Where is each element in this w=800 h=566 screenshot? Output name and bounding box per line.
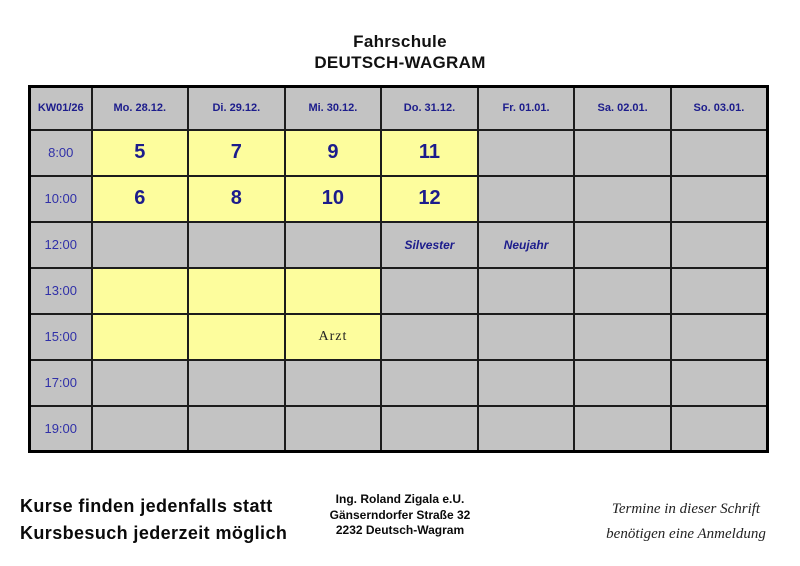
schedule-cell bbox=[381, 314, 478, 360]
schedule-cell bbox=[574, 406, 671, 452]
time-label: 12:00 bbox=[30, 222, 92, 268]
schedule-cell bbox=[671, 176, 768, 222]
time-label: 17:00 bbox=[30, 360, 92, 406]
schedule-cell bbox=[574, 222, 671, 268]
day-header-1: Di. 29.12. bbox=[188, 87, 285, 130]
schedule-cell bbox=[574, 176, 671, 222]
day-header-3: Do. 31.12. bbox=[381, 87, 478, 130]
schedule-cell bbox=[285, 268, 382, 314]
schedule-cell bbox=[92, 222, 189, 268]
schedule-cell: 7 bbox=[188, 130, 285, 176]
page-title-line1: Fahrschule bbox=[353, 32, 447, 51]
registration-note-line2: benötigen eine Anmeldung bbox=[606, 526, 766, 542]
calendar-week-label: KW01/26 bbox=[30, 87, 92, 130]
course-info-line1: Kurse finden jedenfalls statt bbox=[20, 496, 273, 516]
schedule-row-1900 bbox=[30, 406, 768, 452]
schedule-cell: Arzt bbox=[285, 314, 382, 360]
schedule-header bbox=[30, 87, 768, 130]
day-header-4: Fr. 01.01. bbox=[478, 87, 575, 130]
day-header-0: Mo. 28.12. bbox=[92, 87, 189, 130]
schedule-cell bbox=[671, 268, 768, 314]
schedule-cell: 6 bbox=[92, 176, 189, 222]
schedule-cell bbox=[671, 314, 768, 360]
schedule-cell: Silvester bbox=[381, 222, 478, 268]
schedule-cell: 10 bbox=[285, 176, 382, 222]
schedule-cell bbox=[574, 360, 671, 406]
schedule-row-1200 bbox=[30, 222, 768, 268]
schedule-cell bbox=[92, 268, 189, 314]
schedule-row-1500 bbox=[30, 314, 768, 360]
schedule-cell: 8 bbox=[188, 176, 285, 222]
schedule-cell bbox=[478, 314, 575, 360]
schedule-cell bbox=[92, 406, 189, 452]
day-header-2: Mi. 30.12. bbox=[285, 87, 382, 130]
weekly-schedule-table bbox=[28, 85, 769, 453]
time-label: 19:00 bbox=[30, 406, 92, 452]
schedule-row-1000 bbox=[30, 176, 768, 222]
company-name: Ing. Roland Zigala e.U. bbox=[335, 492, 465, 506]
registration-note bbox=[586, 497, 786, 547]
header-row bbox=[30, 87, 768, 130]
schedule-row-1700 bbox=[30, 360, 768, 406]
schedule-cell bbox=[478, 360, 575, 406]
schedule-cell bbox=[671, 222, 768, 268]
schedule-cell bbox=[92, 314, 189, 360]
schedule-cell: Neujahr bbox=[478, 222, 575, 268]
schedule-cell bbox=[574, 130, 671, 176]
time-label: 10:00 bbox=[30, 176, 92, 222]
course-info-line2: Kursbesuch jederzeit möglich bbox=[20, 523, 288, 543]
time-label: 8:00 bbox=[30, 130, 92, 176]
schedule-cell bbox=[188, 314, 285, 360]
schedule-cell bbox=[188, 268, 285, 314]
schedule-cell bbox=[671, 360, 768, 406]
day-header-5: Sa. 02.01. bbox=[574, 87, 671, 130]
company-city: 2232 Deutsch-Wagram bbox=[335, 523, 465, 537]
course-info-note bbox=[20, 493, 287, 547]
schedule-cell bbox=[188, 222, 285, 268]
schedule-cell: 5 bbox=[92, 130, 189, 176]
company-street: Gänserndorfer Straße 32 bbox=[329, 507, 471, 522]
schedule-cell bbox=[574, 268, 671, 314]
schedule-cell bbox=[478, 130, 575, 176]
page-title-line2: DEUTSCH-WAGRAM bbox=[314, 53, 486, 72]
time-label: 15:00 bbox=[30, 314, 92, 360]
day-header-6: So. 03.01. bbox=[671, 87, 768, 130]
schedule-row-800 bbox=[30, 130, 768, 176]
registration-note-line1: Termine in dieser Schrift bbox=[611, 501, 761, 517]
schedule-body bbox=[30, 130, 768, 452]
schedule-cell bbox=[188, 360, 285, 406]
schedule-cell bbox=[92, 360, 189, 406]
schedule-cell bbox=[478, 176, 575, 222]
schedule-cell bbox=[381, 406, 478, 452]
schedule-cell bbox=[285, 360, 382, 406]
schedule-cell bbox=[381, 268, 478, 314]
schedule-cell bbox=[478, 406, 575, 452]
schedule-cell bbox=[188, 406, 285, 452]
schedule-cell bbox=[671, 406, 768, 452]
schedule-cell: 11 bbox=[381, 130, 478, 176]
schedule-cell: 12 bbox=[381, 176, 478, 222]
schedule-cell bbox=[381, 360, 478, 406]
schedule-cell bbox=[574, 314, 671, 360]
time-label: 13:00 bbox=[30, 268, 92, 314]
schedule-cell bbox=[285, 222, 382, 268]
schedule-cell bbox=[671, 130, 768, 176]
schedule-cell bbox=[478, 268, 575, 314]
company-address bbox=[290, 492, 510, 539]
schedule-row-1300 bbox=[30, 268, 768, 314]
page-title bbox=[0, 31, 800, 73]
schedule-cell: 9 bbox=[285, 130, 382, 176]
schedule-cell bbox=[285, 406, 382, 452]
